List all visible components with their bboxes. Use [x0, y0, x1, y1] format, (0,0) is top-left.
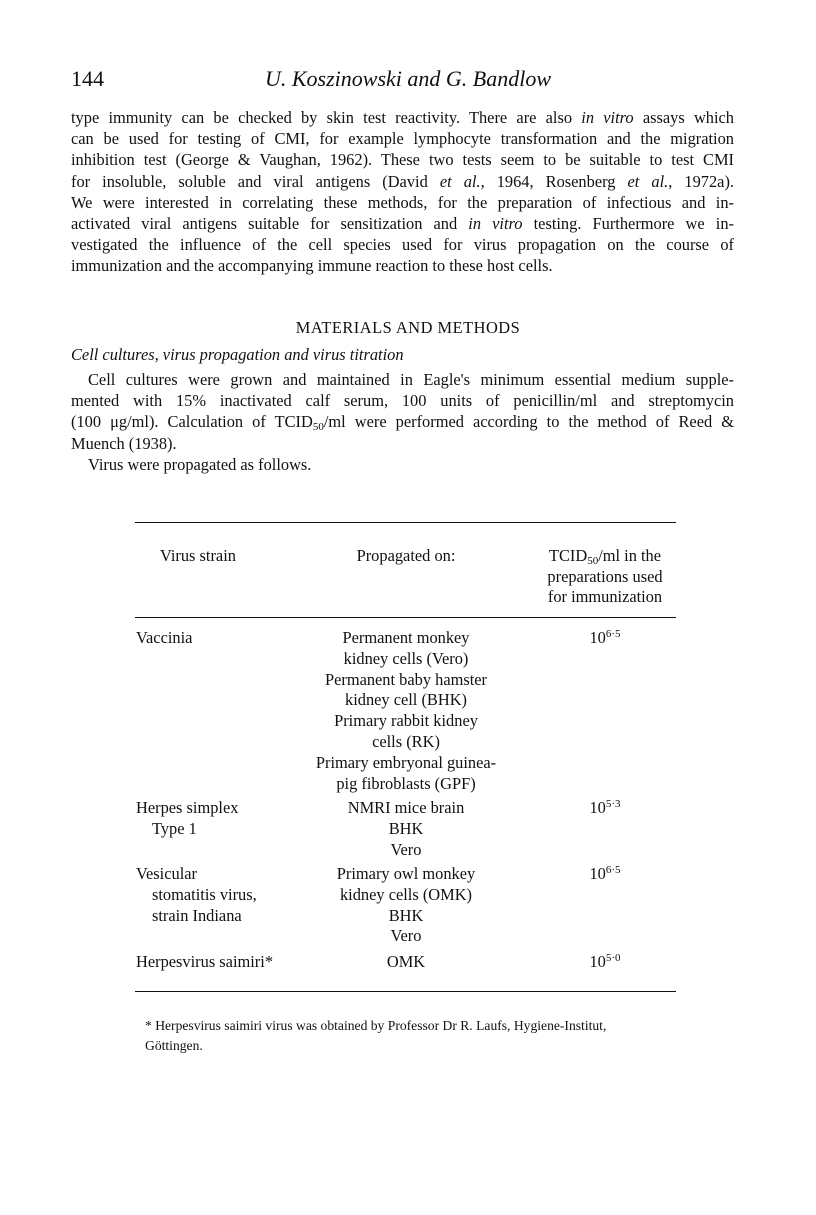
intro-line: for insoluble, soluble and viral antigens (David et al., 1964, Rosenberg et al., 1972a). — [71, 171, 735, 191]
table-row-propagated: OMK — [386, 952, 426, 971]
intro-line: activated viral antigens suitable for sensitization and in vitro testing. Furthermore we in- — [71, 214, 734, 234]
table-row-strain: Herpes simplex Type 1 — [136, 798, 239, 838]
table-row-titre: $10^{5\cdot 0}$ — [589, 952, 621, 971]
subsection-title: Cell cultures, virus propagation and virus titration — [71, 345, 404, 364]
header-titre: $TCID_{50}/ml$ in the preparations used for immunization — [547, 546, 663, 606]
intro-paragraph — [71, 107, 734, 277]
methods-line: (100 μg/ml). Calculation of $TCID_{50}/ml$ were performed according to the method of Reed & — [71, 412, 734, 434]
table-top-rule — [135, 522, 676, 523]
table-row-strain: Vaccinia — [136, 628, 193, 647]
intro-line: We were interested in correlating these methods, for the preparation of infectious and in- — [71, 192, 734, 212]
section-title: MATERIALS AND METHODS — [295, 318, 521, 337]
intro-line: type immunity can be checked by skin test reactivity. There are also in vitro assays which — [71, 108, 734, 127]
table-row-propagated: Primary owl monkey kidney cells (OMK) BHK Vero — [336, 864, 476, 946]
page-number: 144 — [71, 66, 104, 91]
methods-line: Cell cultures were grown and maintained in Eagle's minimum essential medium supple- — [88, 370, 734, 389]
table-footnote: * Herpesvirus saimiri virus was obtained by Professor Dr R. Laufs, Hygiene-Institut, Göttingen. — [145, 1018, 607, 1053]
table-row-propagated: NMRI mice brain BHK Vero — [347, 798, 465, 859]
header-propagated-on: Propagated on: — [356, 546, 456, 565]
table-row-titre: $10^{6\cdot 5}$ — [589, 628, 621, 647]
methods-paragraph — [71, 369, 734, 475]
table-row-propagated: Permanent monkey kidney cells (Vero) Permanent baby hamster kidney cell (BHK) Primary rabbit kidney cells (RK) Primary embryonal guinea- pig fibroblasts (GPF) — [315, 628, 497, 793]
methods-line: mented with 15% inactivated calf serum, 100 units of penicillin/ml and streptomycin — [71, 391, 734, 411]
methods-line: Muench (1938). — [71, 433, 177, 453]
header-virus-strain: Virus strain — [160, 546, 236, 565]
table-row-titre: $10^{6\cdot 5}$ — [589, 864, 621, 883]
intro-line: can be used for testing of CMI, for example lymphocyte transformation and the migration — [71, 129, 734, 149]
intro-line: immunization and the accompanying immune reaction to these host cells. — [71, 256, 553, 276]
running-head: U. Koszinowski and G. Bandlow — [264, 66, 552, 91]
table-row-strain: Herpesvirus saimiri* — [136, 952, 274, 971]
table-header-rule — [135, 617, 676, 618]
table-row-titre: $10^{5\cdot 3}$ — [589, 798, 621, 817]
methods-line: Virus were propagated as follows. — [88, 454, 312, 474]
table-row-strain: Vesicular stomatitis virus, strain Indiana — [136, 864, 257, 925]
intro-line: vestigated the influence of the cell species used for virus propagation on the course of — [71, 235, 734, 255]
table-bottom-rule — [135, 991, 676, 992]
intro-line: inhibition test (George & Vaughan, 1962). These two tests seem to be suitable to test CMI — [71, 150, 734, 170]
